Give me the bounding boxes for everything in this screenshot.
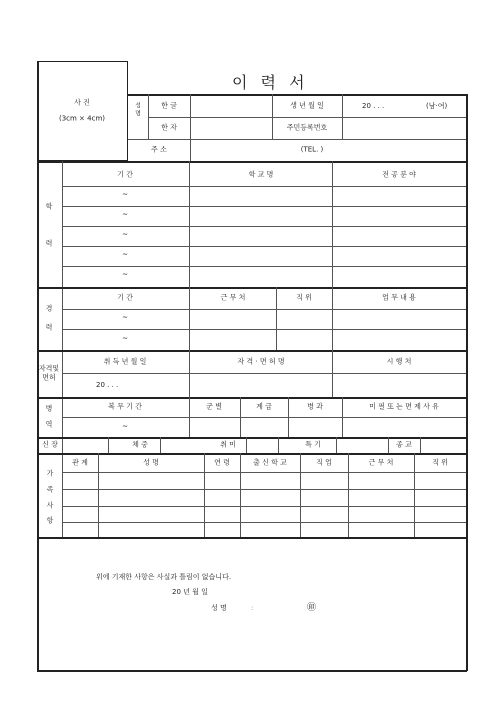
divider xyxy=(189,161,190,287)
divider xyxy=(190,94,191,161)
career-header-duties: 업 무 내 용 xyxy=(382,293,416,302)
license-header-name: 자 격 · 면 허 명 xyxy=(237,357,285,366)
divider xyxy=(420,437,421,453)
divider xyxy=(62,417,466,418)
divider xyxy=(62,373,466,374)
frame-bottom xyxy=(37,670,467,672)
divider xyxy=(62,246,466,247)
divider xyxy=(246,437,247,453)
divider xyxy=(160,437,161,453)
religion-label: 종 교 xyxy=(396,440,412,449)
education-row-1: ~ xyxy=(122,190,128,199)
divider xyxy=(62,206,466,207)
education-header-school: 학 교 명 xyxy=(248,170,274,179)
career-header-workplace: 근 무 처 xyxy=(220,293,246,302)
divider xyxy=(62,472,466,473)
license-header-date: 취 득 년 월 일 xyxy=(103,357,147,366)
divider xyxy=(189,287,190,350)
divider xyxy=(108,437,109,453)
license-header-issuer: 시 행 처 xyxy=(386,357,412,366)
military-header-rank: 계 급 xyxy=(256,402,272,411)
divider xyxy=(204,453,205,537)
military-header-period: 복 무 기 간 xyxy=(108,402,142,411)
family-section-label-1: 가 xyxy=(46,469,54,478)
divider xyxy=(62,226,466,227)
divider xyxy=(300,453,301,537)
education-header-major: 전 공 분 야 xyxy=(382,170,416,179)
family-header-relation: 관 계 xyxy=(72,458,88,467)
divider xyxy=(336,437,337,453)
military-row-1: ~ xyxy=(122,422,128,431)
divider xyxy=(128,139,466,140)
divider xyxy=(414,453,415,537)
name-hanja-label: 한 자 xyxy=(161,123,177,132)
hobby-label: 취 미 xyxy=(220,440,236,449)
family-section-label-3: 사 xyxy=(46,501,54,510)
weight-label: 체 중 xyxy=(132,440,148,449)
career-row-2: ~ xyxy=(122,334,128,343)
divider xyxy=(62,522,466,523)
divider xyxy=(278,437,279,453)
divider xyxy=(332,161,333,287)
military-section-label-1: 병 xyxy=(45,404,53,413)
family-header-name: 성 명 xyxy=(143,458,159,467)
family-header-workplace: 근 무 처 xyxy=(368,458,394,467)
resident-id-label: 주민등록번호 xyxy=(286,123,328,132)
divider xyxy=(148,117,466,118)
license-row-date: 20 . . . xyxy=(96,381,119,389)
family-header-age: 연 령 xyxy=(214,458,230,467)
education-row-2: ~ xyxy=(122,210,128,219)
divider xyxy=(37,437,467,439)
photo-size: (3cm × 4cm) xyxy=(58,114,106,123)
license-section-label-1: 자격및 xyxy=(38,364,60,373)
career-section-label-1: 경 xyxy=(45,304,53,313)
divider xyxy=(98,453,99,537)
divider xyxy=(37,453,467,455)
military-header-exemption: 미 필 또 는 면 제 사 유 xyxy=(369,402,439,411)
career-row-1: ~ xyxy=(122,313,128,322)
military-header-branch: 군 별 xyxy=(206,402,222,411)
career-header-period: 기 간 xyxy=(117,293,133,302)
frame-right xyxy=(466,94,468,671)
declaration-date: 20 년 월 일 xyxy=(172,588,208,596)
name-korean-label: 한 글 xyxy=(161,101,177,110)
military-header-specialty: 병 과 xyxy=(307,402,323,411)
education-header-period: 기 간 xyxy=(117,170,133,179)
divider xyxy=(348,453,349,537)
birth-label: 생 년 월 일 xyxy=(290,101,324,110)
photo-label: 사 진 xyxy=(74,98,90,107)
name-section-label: 성명 xyxy=(135,102,141,118)
divider xyxy=(62,266,466,267)
divider xyxy=(62,489,466,490)
address-label: 주 소 xyxy=(151,145,167,154)
education-row-5: ~ xyxy=(122,270,128,279)
family-header-occupation: 직 업 xyxy=(316,458,332,467)
license-section-label-2: 면허 xyxy=(42,373,56,382)
signature-colon: : xyxy=(251,604,254,612)
divider xyxy=(37,161,467,163)
divider xyxy=(37,397,467,399)
divider xyxy=(37,537,467,539)
education-row-3: ~ xyxy=(122,230,128,239)
education-section-label-2: 력 xyxy=(45,239,53,248)
career-header-position: 직 위 xyxy=(296,293,312,302)
photo-box xyxy=(37,61,128,161)
career-section-label-2: 력 xyxy=(45,323,53,332)
birth-value: 20 . . . xyxy=(362,102,385,110)
family-header-position: 직 위 xyxy=(432,458,448,467)
divider xyxy=(62,329,466,330)
address-tel: (TEL. ) xyxy=(300,145,324,154)
signature-label: 성 명 xyxy=(211,604,227,612)
divider xyxy=(62,506,466,507)
divider xyxy=(37,287,467,289)
family-header-school: 출 신 학 교 xyxy=(253,458,287,467)
page-title: 이 력 서 xyxy=(232,73,309,92)
divider xyxy=(62,309,466,310)
gender-value: (남·여) xyxy=(426,102,448,110)
divider xyxy=(388,437,389,453)
family-section-label-2: 족 xyxy=(46,485,54,494)
divider xyxy=(276,287,277,350)
military-section-label-2: 역 xyxy=(45,420,53,429)
family-section-label-4: 항 xyxy=(46,516,54,525)
skill-label: 특 기 xyxy=(305,440,321,449)
declaration-statement: 위에 기재한 사항은 사실과 틀림이 없습니다. xyxy=(96,573,232,581)
divider xyxy=(240,453,241,537)
seal-mark: ㊞ xyxy=(307,603,317,613)
divider xyxy=(37,350,467,352)
education-section-label-1: 학 xyxy=(45,202,53,211)
divider xyxy=(332,287,333,350)
education-row-4: ~ xyxy=(122,250,128,259)
frame-top xyxy=(128,94,466,96)
divider xyxy=(62,186,466,187)
height-label: 신 장 xyxy=(42,440,58,449)
section-column-divider xyxy=(62,161,63,537)
